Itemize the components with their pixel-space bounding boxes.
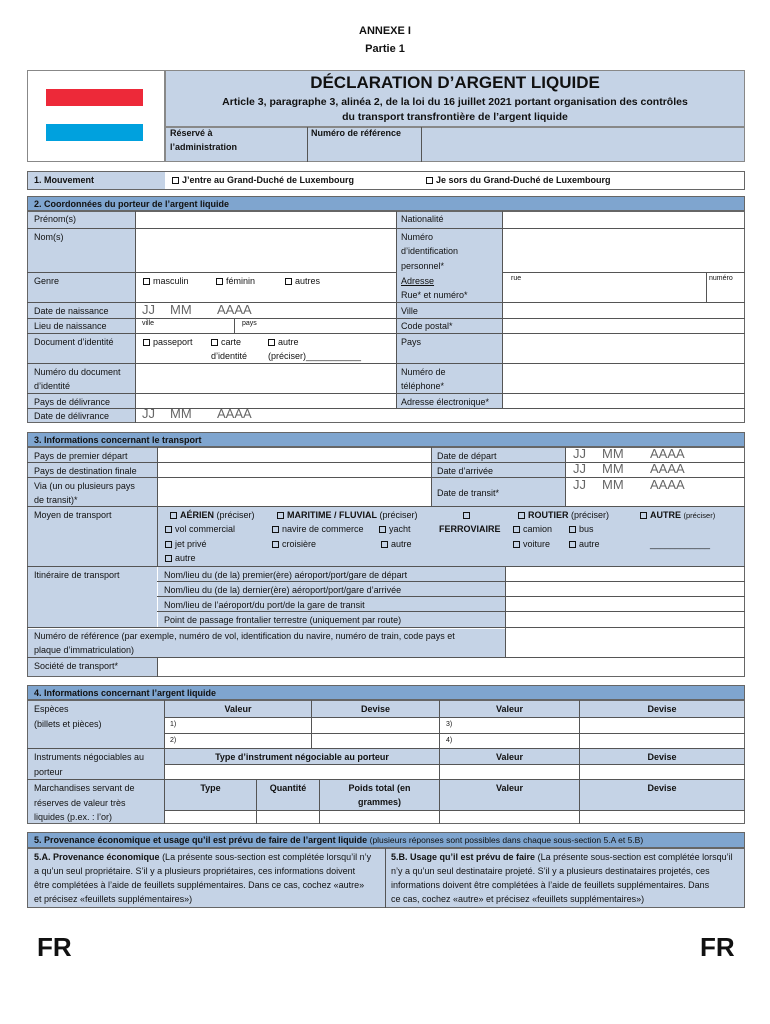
placeholder-arrivee-aaaa: AAAA <box>650 461 685 476</box>
checkbox-passeport[interactable] <box>143 339 150 346</box>
subtitle-line-2: du transport transfrontière de l’argent liquide <box>342 111 568 123</box>
placeholder-aaaa: AAAA <box>217 302 252 317</box>
label-especes-1: Espèces <box>34 704 69 714</box>
option-routier[interactable]: ROUTIER (préciser) <box>518 510 609 521</box>
checkbox-croisiere[interactable] <box>272 541 279 548</box>
input-devise-2[interactable] <box>312 734 438 748</box>
label-it-arrivee: Nom/lieu du (de la) dernier(ère) aéroport/port/gare d’arrivée <box>164 585 402 595</box>
placeholder-arrivee-mm: MM <box>602 461 624 476</box>
option-croisiere[interactable]: croisière <box>272 539 316 550</box>
label-via-2: de transit)* <box>34 495 78 505</box>
option-jet-prive[interactable]: jet privé <box>165 539 207 550</box>
label-societe: Société de transport* <box>34 661 119 671</box>
hint-rue: rue <box>511 275 522 282</box>
input-it-depart[interactable] <box>506 567 744 581</box>
checkbox-feminin[interactable] <box>216 278 223 285</box>
input-march-devise[interactable] <box>580 811 744 823</box>
col-poids-1: Poids total (en <box>348 783 411 793</box>
checkbox-autre-doc[interactable] <box>268 339 275 346</box>
checkbox-ferroviaire[interactable] <box>463 512 470 519</box>
label-email: Adresse électronique* <box>401 397 490 407</box>
section-5b-line-3: informations doivent être complétées à l’aide de feuillets supplémentaires. Dans <box>391 880 710 890</box>
checkbox-autre-maritime[interactable] <box>381 541 388 548</box>
label-carte-2: d’identité <box>211 351 248 361</box>
option-autres[interactable]: autres <box>285 276 320 287</box>
input-pays[interactable] <box>503 334 744 363</box>
input-ville[interactable] <box>503 303 744 318</box>
section-5a-line-3: être complétées à l’aide de feuillets supplémentaires. Dans ce cas, cochez «autre» <box>34 880 365 890</box>
input-email[interactable] <box>503 394 744 408</box>
input-march-valeur[interactable] <box>440 811 579 823</box>
label-genre: Genre <box>34 276 60 286</box>
partie-label: Partie 1 <box>365 43 405 55</box>
label-pays-deliv: Pays de délivrance <box>34 397 111 407</box>
label-numid-2: d’identification <box>401 246 459 256</box>
input-nom[interactable] <box>136 229 395 272</box>
col-march-devise: Devise <box>647 783 677 793</box>
input-devise-1[interactable] <box>312 718 438 733</box>
section-5a-line-4: et précisez «feuillets supplémentaires») <box>34 894 193 904</box>
flag-red-stripe <box>46 89 143 106</box>
label-especes-2: (billets et pièces) <box>34 719 102 729</box>
section-5b-line-2: n’y a qu’un seul destinataire projeté. S’il y a plusieurs destinataires projetés, ces <box>391 866 710 876</box>
label-date-arrivee: Date d’arrivée <box>437 466 494 476</box>
option-autre-aerien[interactable]: autre <box>165 553 196 564</box>
label-pays-destination: Pays de destination finale <box>34 466 137 476</box>
checkbox-autres[interactable] <box>285 278 292 285</box>
col-devise-2: Devise <box>647 704 677 714</box>
input-march-poids[interactable] <box>320 811 439 823</box>
checkbox-routier[interactable] <box>518 512 525 519</box>
section-3-title: 3. Informations concernant le transport <box>34 435 202 445</box>
section-5a-line-2: a qu’un seul propriétaire. S’il y a plusieurs propriétaires, ces informations doivent <box>34 866 356 876</box>
checkbox-masculin[interactable] <box>143 278 150 285</box>
label-via-1: Via (un ou plusieurs pays <box>34 481 135 491</box>
checkbox-camion[interactable] <box>513 526 520 533</box>
label-adresse: Adresse <box>401 276 435 286</box>
placeholder-deliv-jj: JJ <box>142 406 155 421</box>
ref-number-label: Numéro de référence <box>311 128 402 138</box>
col-quantite: Quantité <box>269 783 307 793</box>
col-type: Type <box>200 783 221 793</box>
section-4-title: 4. Informations concernant l’argent liquide <box>34 688 217 698</box>
label-date-depart: Date de départ <box>437 451 497 461</box>
input-march-quantite[interactable] <box>257 811 319 823</box>
page-title: DÉCLARATION D’ARGENT LIQUIDE <box>310 73 600 92</box>
label-code-postal: Code postal* <box>401 321 453 331</box>
placeholder-depart-aaaa: AAAA <box>650 446 685 461</box>
label-moyen-transport: Moyen de transport <box>34 510 112 520</box>
placeholder-jj: JJ <box>142 302 155 317</box>
checkbox-maritime[interactable] <box>277 512 284 519</box>
label-ferroviaire: FERROVIAIRE <box>439 524 501 534</box>
label-date-deliv: Date de délivrance <box>34 411 110 421</box>
label-instr-2: porteur <box>34 767 63 777</box>
col-devise-1: Devise <box>360 704 391 714</box>
input-it-transit[interactable] <box>506 597 744 611</box>
option-camion[interactable]: camion <box>513 524 552 535</box>
label-ville: Ville <box>401 306 418 316</box>
annexe-label: ANNEXE I <box>359 25 411 37</box>
label-it-transit: Nom/lieu de l’aéroport/du port/de la gare de transit <box>164 600 365 610</box>
option-voiture[interactable]: voiture <box>513 539 550 550</box>
input-devise-4[interactable] <box>580 734 744 748</box>
option-aerien[interactable]: AÉRIEN (préciser) <box>170 510 255 521</box>
placeholder-deliv-aaaa: AAAA <box>217 406 252 421</box>
option-feminin[interactable]: féminin <box>216 276 255 287</box>
label-num-doc-1: Numéro du document <box>34 367 121 377</box>
exit-option[interactable]: Je sors du Grand-Duché de Luxembourg <box>426 175 611 186</box>
col-instr-valeur: Valeur <box>495 752 524 762</box>
placeholder-arrivee-jj: JJ <box>573 461 586 476</box>
checkbox-autre-aerien[interactable] <box>165 555 172 562</box>
input-valeur-1[interactable] <box>180 718 310 733</box>
label-itineraire: Itinéraire de transport <box>34 570 120 580</box>
label-num-tel-1: Numéro de <box>401 367 446 377</box>
option-autre-maritime[interactable]: autre <box>381 539 412 550</box>
input-societe[interactable] <box>158 658 744 676</box>
row-num-2: 2) <box>170 737 177 744</box>
input-instr-valeur[interactable] <box>440 765 579 779</box>
option-passeport[interactable]: passeport <box>143 337 193 348</box>
input-nationalite[interactable] <box>503 212 744 228</box>
admin-row <box>165 127 745 162</box>
input-march-type[interactable] <box>165 811 256 823</box>
label-prenom: Prénom(s) <box>34 214 77 224</box>
col-valeur-2: Valeur <box>495 704 524 714</box>
input-pays-destination[interactable] <box>158 463 431 477</box>
reserved-label-1: Réservé à <box>170 128 213 138</box>
option-autre-routier[interactable]: autre <box>569 539 600 550</box>
option-navire[interactable]: navire de commerce <box>272 524 364 535</box>
col-instr-devise: Devise <box>647 752 677 762</box>
label-date-transit: Date de transit* <box>437 488 500 498</box>
checkbox-carte[interactable] <box>211 339 218 346</box>
label-march-1: Marchandises servant de <box>34 783 135 793</box>
label-pays-depart: Pays de premier départ <box>34 451 128 461</box>
option-ferroviaire-box[interactable] <box>463 510 473 521</box>
hint-ville: ville <box>142 320 155 327</box>
label-it-depart: Nom/lieu du (de la) premier(ère) aéroport/port/gare de départ <box>164 570 408 580</box>
checkbox-aerien[interactable] <box>170 512 177 519</box>
placeholder-mm: MM <box>170 302 192 317</box>
hint-pays: pays <box>242 320 257 327</box>
label-num-tel-2: téléphone* <box>401 381 445 391</box>
label-instr-1: Instruments négociables au <box>34 752 145 762</box>
label-num-doc-2: d’identité <box>34 381 71 391</box>
section-5b-line-1: 5.B. Usage qu’il est prévu de faire (La présente sous-section est complétée lorsqu’il <box>391 852 733 862</box>
input-prenom[interactable] <box>136 212 395 228</box>
checkbox-autre-routier[interactable] <box>569 541 576 548</box>
checkbox-vol-commercial[interactable] <box>165 526 172 533</box>
label-march-2: réserves de valeur très <box>34 798 126 808</box>
input-via[interactable] <box>158 478 431 506</box>
input-telephone[interactable] <box>503 364 744 393</box>
input-devise-3[interactable] <box>580 718 744 733</box>
row-num-1: 1) <box>170 721 177 728</box>
option-bus[interactable]: bus <box>569 524 594 535</box>
label-doc-id: Document d’identité <box>34 337 114 347</box>
flag-blue-stripe <box>46 124 143 141</box>
checkbox-jet-prive[interactable] <box>165 541 172 548</box>
input-valeur-2[interactable] <box>180 734 310 748</box>
placeholder-depart-mm: MM <box>602 446 624 461</box>
col-type-instrument: Type d’instrument négociable au porteur <box>215 752 389 762</box>
col-march-valeur: Valeur <box>495 783 524 793</box>
label-autre-preciser: (préciser)___________ <box>268 351 362 361</box>
input-pays-depart[interactable] <box>158 448 431 462</box>
section-2-title: 2. Coordonnées du porteur de l’argent liquide <box>34 199 230 209</box>
checkbox-bus[interactable] <box>569 526 576 533</box>
label-rue-numero: Rue* et numéro* <box>401 290 468 300</box>
entry-option[interactable]: J’entre au Grand-Duché de Luxembourg <box>172 175 354 186</box>
reserved-label-2: l’administration <box>170 142 238 152</box>
section-5a-line-1: 5.A. Provenance économique (La présente sous-section est complétée lorsqu’il n’y <box>34 852 372 862</box>
option-masculin[interactable]: masculin <box>143 276 189 287</box>
option-autre-mode[interactable]: AUTRE (préciser) <box>640 510 715 521</box>
placeholder-transit-mm: MM <box>602 477 624 492</box>
flag-panel <box>27 70 165 162</box>
checkbox-navire[interactable] <box>272 526 279 533</box>
input-it-arrivee[interactable] <box>506 582 744 596</box>
input-numero[interactable] <box>707 273 744 302</box>
placeholder-transit-aaaa: AAAA <box>650 477 685 492</box>
col-poids-2: grammes) <box>357 797 402 807</box>
row-num-3: 3) <box>446 721 453 728</box>
option-vol-commercial[interactable]: vol commercial <box>165 524 235 535</box>
section-5b-line-4: ce cas, cochez «autre» et précisez «feuillets supplémentaires») <box>391 894 645 904</box>
option-yacht[interactable]: yacht <box>379 524 411 535</box>
input-it-frontiere[interactable] <box>506 612 744 627</box>
label-lieu-naissance: Lieu de naissance <box>34 321 107 331</box>
checkbox-autre-mode[interactable] <box>640 512 647 519</box>
label-nom: Nom(s) <box>34 232 64 242</box>
option-carte[interactable]: carte <box>211 337 241 348</box>
section-5-title: 5. Provenance économique et usage qu’il est prévu de faire de l’argent liquide (plusieurs réponses sont possibles dans chaque sous-section 5.A et 5.B) <box>34 835 644 845</box>
label-numid-1: Numéro <box>401 232 434 242</box>
label-numid-3: personnel* <box>401 261 445 271</box>
placeholder-depart-jj: JJ <box>573 446 586 461</box>
option-autre-doc[interactable]: autre <box>268 337 299 348</box>
input-rue[interactable] <box>503 273 706 302</box>
input-code-postal[interactable] <box>503 319 744 333</box>
input-instr-devise[interactable] <box>580 765 744 779</box>
label-ref-transport-2: plaque d’immatriculation) <box>34 645 135 655</box>
subtitle-line-1: Article 3, paragraphe 3, alinéa 2, de la loi du 16 juillet 2021 portant organisation des contrôles <box>222 96 688 108</box>
label-ref-transport-1: Numéro de référence (par exemple, numéro de vol, identification du navire, numéro de train, code pays et <box>34 631 455 641</box>
input-valeur-3[interactable] <box>456 718 578 733</box>
input-ref-transport[interactable] <box>506 628 744 657</box>
placeholder-deliv-mm: MM <box>170 406 192 421</box>
autre-mode-line: ____________ <box>650 539 711 549</box>
checkbox-voiture[interactable] <box>513 541 520 548</box>
checkbox-entry[interactable] <box>172 177 179 184</box>
footer-fr-left: FR <box>37 932 72 962</box>
section-1-title: 1. Mouvement <box>34 175 95 185</box>
label-nationalite: Nationalité <box>401 214 444 224</box>
input-type-instrument[interactable] <box>165 765 439 779</box>
col-valeur-1: Valeur <box>224 704 252 714</box>
option-maritime[interactable]: MARITIME / FLUVIAL (préciser) <box>277 510 418 521</box>
label-march-3: liquides (p.ex. : l’or) <box>34 812 113 822</box>
input-numid[interactable] <box>503 229 744 272</box>
label-date-naissance: Date de naissance <box>34 306 109 316</box>
checkbox-exit[interactable] <box>426 177 433 184</box>
placeholder-transit-jj: JJ <box>573 477 586 492</box>
label-it-frontiere: Point de passage frontalier terrestre (uniquement par route) <box>164 615 402 625</box>
row-num-4: 4) <box>446 737 453 744</box>
hint-numero: numéro <box>709 275 733 282</box>
label-pays: Pays <box>401 337 422 347</box>
input-num-doc[interactable] <box>136 364 395 393</box>
input-valeur-4[interactable] <box>456 734 578 748</box>
footer-fr-right: FR <box>700 932 735 962</box>
checkbox-yacht[interactable] <box>379 526 386 533</box>
